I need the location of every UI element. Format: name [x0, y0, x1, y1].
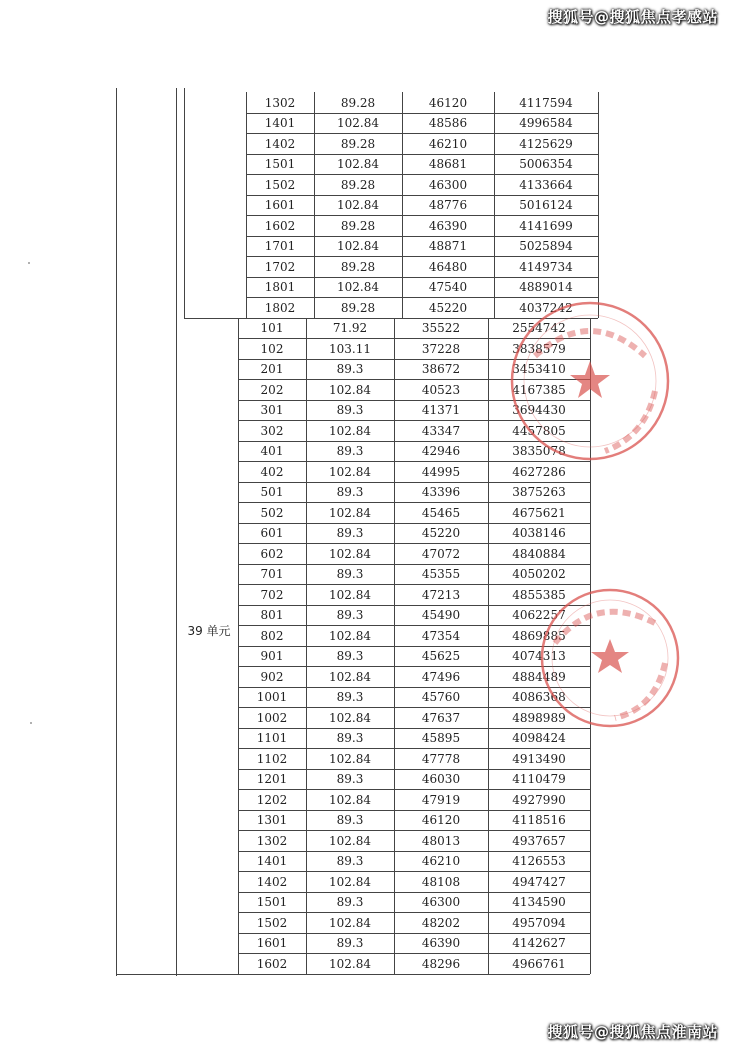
- lower-row-cell: 45760: [421, 690, 461, 704]
- lower-row-cell: 89.3: [336, 936, 364, 950]
- upper-row-cell: 48776: [428, 198, 468, 212]
- lower-row-cell: 3453410: [512, 362, 566, 376]
- grid-line-unit-left: [176, 88, 177, 976]
- lower-row-cell: 3875263: [512, 485, 566, 499]
- lower-row-cell: 1302: [256, 833, 288, 848]
- upper-row-cell: 1602: [264, 218, 296, 233]
- lower-row-cell: 102.84: [329, 382, 371, 397]
- lower-row-cell: 501: [260, 485, 284, 499]
- lower-row-cell: 103.11: [329, 341, 371, 356]
- watermark-top: 搜狐号@搜狐焦点孝感站: [547, 8, 718, 26]
- lower-row-cell: 45490: [421, 608, 461, 622]
- lower-row-cell: 102: [260, 341, 284, 356]
- lower-row-cell: 4913490: [512, 751, 566, 766]
- lower-row-cell: 401: [260, 444, 284, 458]
- upper-row-cell: 5025894: [519, 239, 573, 253]
- lower-row-cell: 89.3: [336, 485, 364, 499]
- lower-row-cell: 4062257: [512, 608, 566, 622]
- lower-row-cell: 4086368: [512, 690, 566, 704]
- upper-row-cell: 1802: [264, 300, 296, 315]
- upper-row-cell: 4133664: [519, 177, 573, 192]
- lower-row-cell: 102.84: [329, 833, 371, 848]
- upper-row-cell: 89.28: [340, 95, 376, 110]
- lower-row-cell: 4966761: [512, 956, 566, 971]
- upper-row-cell: 46390: [428, 218, 468, 233]
- lower-row-cell: 4927990: [512, 792, 566, 807]
- lower-row-cell: 4947427: [512, 874, 566, 889]
- upper-row-cell: 1601: [264, 198, 296, 212]
- lower-row-cell: 102.84: [329, 546, 371, 561]
- lower-row-cell: 43396: [421, 485, 461, 499]
- lower-row-row-line: [238, 974, 590, 975]
- upper-row-cell: 102.84: [337, 157, 379, 171]
- upper-row-cell: 4149734: [519, 259, 573, 274]
- lower-row-cell: 1501: [256, 895, 288, 909]
- upper-row-cell: 45220: [428, 300, 468, 315]
- lower-row-cell: 4098424: [512, 731, 566, 745]
- upper-row-cell: 89.28: [340, 259, 376, 274]
- lower-row-cell: 89.3: [336, 690, 364, 704]
- lower-row-cell: 1502: [256, 915, 288, 930]
- upper-row-cell: 4141699: [519, 218, 573, 233]
- upper-row-cell: 4125629: [519, 136, 573, 151]
- lower-row-cell: 102.84: [329, 423, 371, 438]
- lower-row-cell: 89.3: [336, 608, 364, 622]
- lower-row-cell: 102.84: [329, 874, 371, 889]
- upper-row-cell: 102.84: [337, 198, 379, 212]
- lower-row-cell: 402: [260, 464, 284, 479]
- lower-row-cell: 702: [260, 587, 284, 602]
- lower-row-cell: 201: [260, 362, 284, 376]
- upper-row-cell: 46210: [428, 136, 468, 151]
- lower-row-cell: 902: [260, 669, 284, 684]
- upper-row-cell: 46120: [428, 95, 468, 110]
- lower-row-cell: 47354: [421, 628, 461, 643]
- upper-row-cell: 1302: [264, 95, 296, 110]
- lower-row-cell: 45220: [421, 526, 461, 540]
- lower-row-cell: 602: [260, 546, 284, 561]
- lower-row-cell: 1602: [256, 956, 288, 971]
- lower-row-cell: 89.3: [336, 854, 364, 868]
- lower-row-cell: 302: [260, 423, 284, 438]
- upper-row-cell: 102.84: [337, 280, 379, 294]
- upper-row-cell: 89.28: [340, 300, 376, 315]
- lower-row-cell: 4884489: [512, 669, 566, 684]
- lower-row-cell: 4074313: [512, 649, 566, 663]
- upper-row-cell: 5006354: [519, 157, 573, 171]
- lower-row-cell: 46120: [421, 813, 461, 827]
- lower-row-cell: 802: [260, 628, 284, 643]
- lower-row-cell: 102.84: [329, 505, 371, 520]
- lower-row-cell: 4937657: [512, 833, 566, 848]
- lower-row-cell: 4118516: [512, 813, 566, 827]
- lower-row-cell: 601: [260, 526, 284, 540]
- lower-row-cell: 1202: [256, 792, 288, 807]
- scan-speck: [30, 722, 32, 724]
- upper-row-cell: 4117594: [519, 95, 573, 110]
- lower-row-cell: 102.84: [329, 956, 371, 971]
- lower-row-cell: 102.84: [329, 464, 371, 479]
- lower-row-cell: 1101: [256, 731, 288, 745]
- upper-row-col-line: [598, 92, 599, 318]
- unit-label: 39 单元: [187, 624, 231, 638]
- lower-row-cell: 89.3: [336, 403, 364, 417]
- lower-row-cell: 4126553: [512, 854, 566, 868]
- lower-row-cell: 701: [260, 567, 284, 581]
- lower-row-cell: 89.3: [336, 772, 364, 786]
- lower-row-cell: 101: [260, 321, 284, 335]
- lower-row-cell: 35522: [421, 321, 461, 335]
- lower-row-cell: 89.3: [336, 731, 364, 745]
- lower-row-cell: 102.84: [329, 587, 371, 602]
- lower-row-cell: 46210: [421, 854, 461, 868]
- lower-row-cell: 47778: [421, 751, 461, 766]
- upper-row-cell: 1402: [264, 136, 296, 151]
- upper-row-cell: 4996584: [519, 116, 573, 130]
- lower-row-cell: 901: [260, 649, 284, 663]
- lower-row-cell: 89.3: [336, 444, 364, 458]
- lower-row-cell: 202: [260, 382, 284, 397]
- lower-row-cell: 44995: [421, 464, 461, 479]
- lower-row-cell: 37228: [421, 341, 461, 356]
- upper-row-cell: 1502: [264, 177, 296, 192]
- lower-row-cell: 4898989: [512, 710, 566, 725]
- upper-row-cell: 102.84: [337, 116, 379, 130]
- lower-row-cell: 48296: [421, 956, 461, 971]
- lower-row-cell: 89.3: [336, 362, 364, 376]
- lower-row-cell: 4840884: [512, 546, 566, 561]
- lower-row-cell: 301: [260, 403, 284, 417]
- upper-row-cell: 1501: [264, 157, 296, 171]
- lower-row-cell: 4167385: [512, 382, 566, 397]
- lower-row-cell: 46390: [421, 936, 461, 950]
- lower-row-cell: 41371: [421, 403, 461, 417]
- lower-row-cell: 102.84: [329, 669, 371, 684]
- grid-line-outer-left: [116, 88, 117, 976]
- lower-row-cell: 4110479: [512, 772, 566, 786]
- upper-row-cell: 48681: [428, 157, 468, 171]
- upper-row-cell: 46300: [428, 177, 468, 192]
- lower-row-cell: 102.84: [329, 628, 371, 643]
- lower-row-cell: 102.84: [329, 792, 371, 807]
- lower-row-cell: 42946: [421, 444, 461, 458]
- lower-row-cell: 89.3: [336, 813, 364, 827]
- lower-row-cell: 89.3: [336, 567, 364, 581]
- lower-row-cell: 2554742: [512, 321, 566, 335]
- lower-row-cell: 46300: [421, 895, 461, 909]
- upper-row-cell: 89.28: [340, 218, 376, 233]
- lower-row-cell: 4855385: [512, 587, 566, 602]
- lower-row-cell: 47496: [421, 669, 461, 684]
- lower-row-cell: 4050202: [512, 567, 566, 581]
- lower-row-cell: 47072: [421, 546, 461, 561]
- grid-line-bottom: [116, 974, 238, 975]
- upper-row-cell: 4889014: [519, 280, 573, 294]
- lower-row-cell: 38672: [421, 362, 461, 376]
- upper-row-cell: 89.28: [340, 177, 376, 192]
- lower-row-cell: 4869885: [512, 628, 566, 643]
- lower-row-cell: 3694430: [512, 403, 566, 417]
- lower-row-cell: 45895: [421, 731, 461, 745]
- lower-row-cell: 1301: [256, 813, 288, 827]
- upper-row-cell: 1701: [264, 239, 296, 253]
- lower-row-cell: 1402: [256, 874, 288, 889]
- upper-row-cell: 4037242: [519, 300, 573, 315]
- lower-row-cell: 1401: [256, 854, 288, 868]
- lower-row-cell: 89.3: [336, 526, 364, 540]
- upper-row-cell: 1401: [264, 116, 296, 130]
- lower-row-cell: 102.84: [329, 751, 371, 766]
- lower-row-cell: 3838579: [512, 341, 566, 356]
- lower-row-cell: 4142627: [512, 936, 566, 950]
- lower-row-cell: 46030: [421, 772, 461, 786]
- lower-row-cell: 48013: [421, 833, 461, 848]
- lower-row-cell: 102.84: [329, 710, 371, 725]
- lower-row-cell: 502: [260, 505, 284, 520]
- upper-row-cell: 5016124: [519, 198, 573, 212]
- lower-row-cell: 1002: [256, 710, 288, 725]
- lower-row-cell: 4675621: [512, 505, 566, 520]
- lower-row-cell: 4957094: [512, 915, 566, 930]
- grid-line-unit-divider: [184, 318, 246, 319]
- lower-row-cell: 102.84: [329, 915, 371, 930]
- lower-row-cell: 47637: [421, 710, 461, 725]
- lower-row-cell: 40523: [421, 382, 461, 397]
- scan-speck: [28, 262, 30, 264]
- lower-row-cell: 801: [260, 608, 284, 622]
- upper-row-cell: 48586: [428, 116, 468, 130]
- lower-row-cell: 89.3: [336, 649, 364, 663]
- upper-row-cell: 89.28: [340, 136, 376, 151]
- lower-row-cell: 71.92: [332, 321, 368, 335]
- upper-row-cell: 1801: [264, 280, 296, 294]
- watermark-bottom: 搜狐号@搜狐焦点淮南站: [547, 1023, 718, 1041]
- lower-row-cell: 43347: [421, 423, 461, 438]
- upper-row-cell: 1702: [264, 259, 296, 274]
- lower-row-cell: 4038146: [512, 526, 566, 540]
- lower-row-cell: 45625: [421, 649, 461, 663]
- lower-row-cell: 4457805: [512, 423, 566, 438]
- upper-row-cell: 46480: [428, 259, 468, 274]
- lower-row-cell: 48108: [421, 874, 461, 889]
- lower-row-cell: 1201: [256, 772, 288, 786]
- upper-row-cell: 102.84: [337, 239, 379, 253]
- lower-row-cell: 45465: [421, 505, 461, 520]
- lower-row-cell: 45355: [421, 567, 461, 581]
- grid-line-unit-upper: [184, 88, 185, 318]
- lower-row-cell: 1102: [256, 751, 288, 766]
- lower-row-cell: 4627286: [512, 464, 566, 479]
- lower-row-cell: 89.3: [336, 895, 364, 909]
- lower-row-cell: 48202: [421, 915, 461, 930]
- lower-row-cell: 1601: [256, 936, 288, 950]
- lower-row-cell: 3835078: [512, 444, 566, 458]
- lower-row-cell: 47213: [421, 587, 461, 602]
- lower-row-col-line: [590, 318, 591, 974]
- lower-row-cell: 1001: [256, 690, 288, 704]
- lower-row-cell: 47919: [421, 792, 461, 807]
- upper-row-cell: 48871: [428, 239, 468, 253]
- lower-row-cell: 4134590: [512, 895, 566, 909]
- upper-row-cell: 47540: [428, 280, 468, 294]
